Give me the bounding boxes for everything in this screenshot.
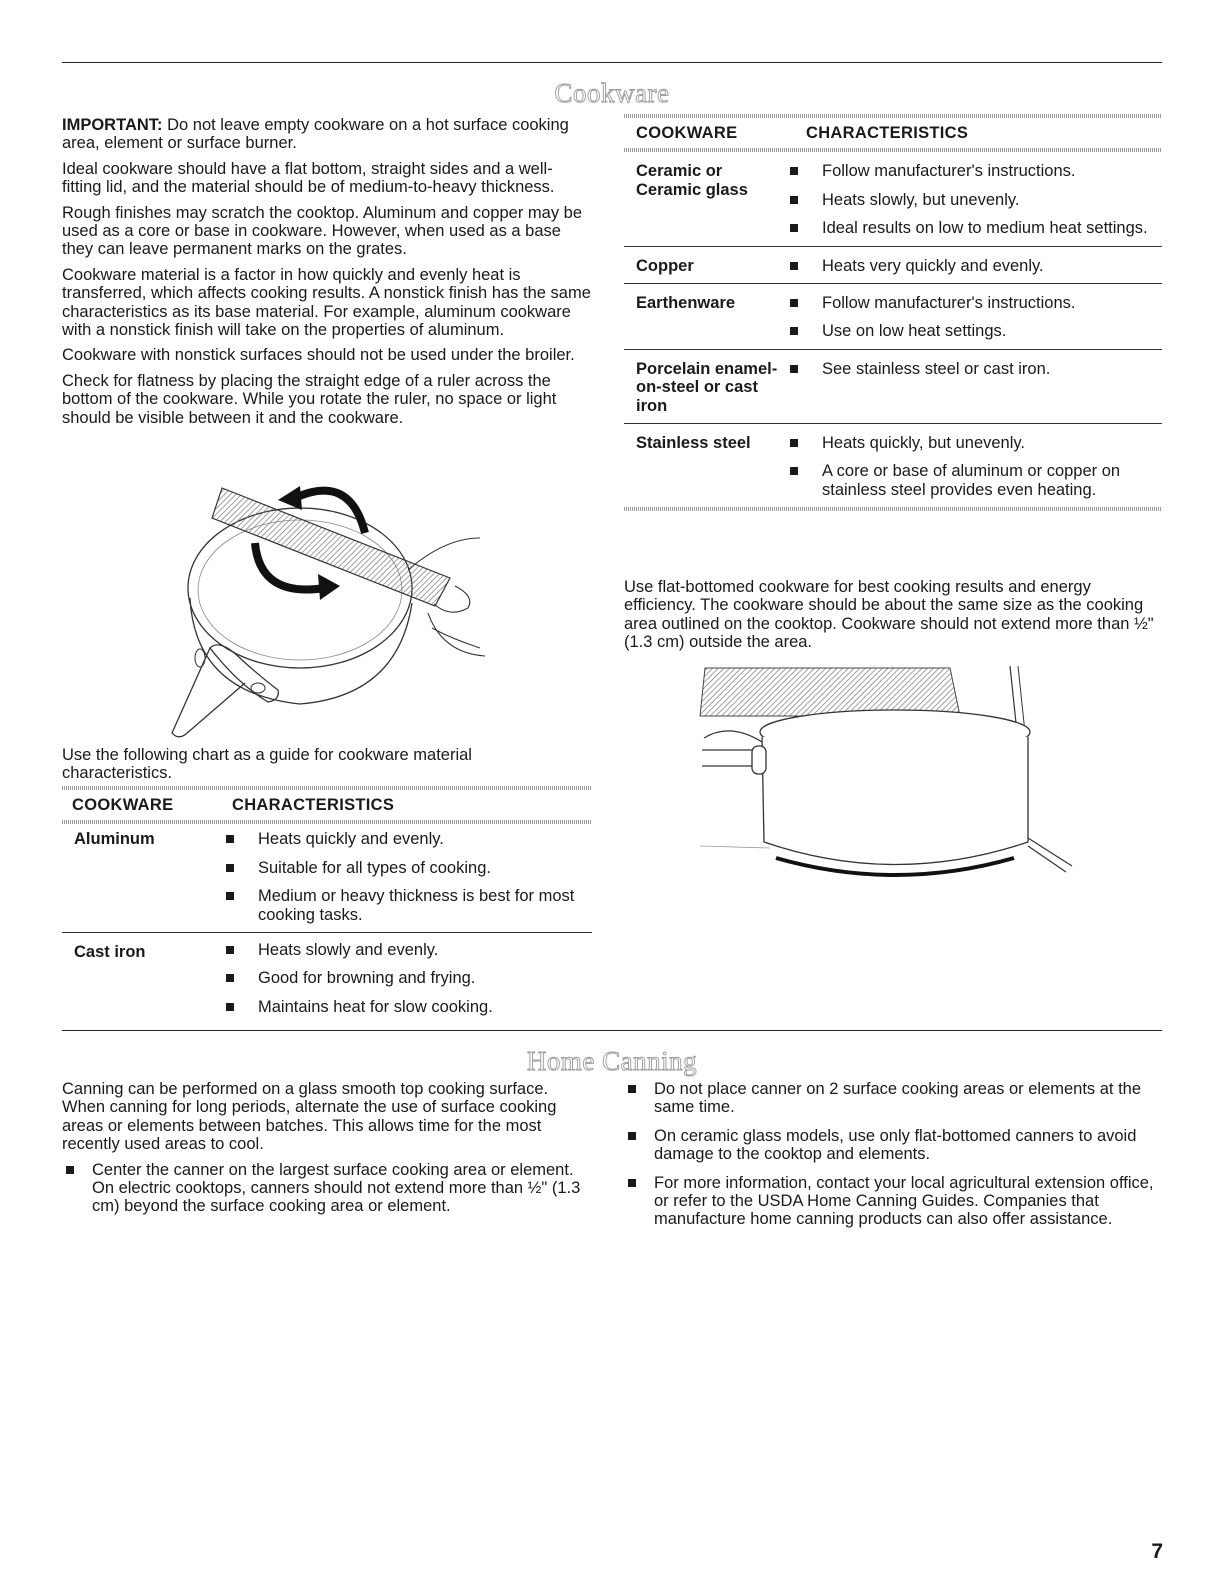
ruler-on-pan-illustration: [150, 478, 510, 746]
list-item: Good for browning and frying.: [222, 969, 592, 987]
pot-on-cooktop-illustration: [690, 662, 1090, 892]
characteristics-list: [222, 933, 592, 1024]
list-item: A core or base of aluminum or copper on stainless steel provides even heating.: [786, 462, 1162, 499]
list-item: Follow manufacturer's instructions.: [786, 162, 1162, 180]
table-row: [624, 284, 1162, 350]
important-text: Do not leave empty cookware on a hot surface cooking area, element or surface burner.: [62, 116, 569, 153]
table-header-row: [624, 118, 1162, 148]
characteristics-list: [786, 152, 1162, 245]
cookware-table: [62, 790, 592, 820]
table-header-rule: [624, 148, 1162, 152]
table-row: [62, 933, 592, 1025]
chart-intro: Use the following chart as a guide for cookware material characteristics.: [62, 746, 472, 783]
cookware-left-column: [62, 116, 592, 434]
list-item: Medium or heavy thickness is best for most cooking tasks.: [222, 887, 592, 924]
table-header-row: [62, 790, 592, 820]
cookware-paragraph: Rough finishes may scratch the cooktop. Aluminum and copper may be used as a core or base in cookware. However, when used as a base they can leave permanent marks on the grates.: [62, 203, 583, 259]
characteristics-list: [786, 247, 1162, 283]
table-bottom-rule: [624, 507, 1162, 511]
list-item: Ideal results on low to medium heat settings.: [786, 219, 1162, 237]
list-item: Maintains heat for slow cooking.: [222, 998, 592, 1016]
characteristics-list: [786, 284, 1162, 349]
cookware-table: [624, 118, 1162, 148]
cookware-paragraph: Ideal cookware should have a flat bottom, straight sides and a well-fitting lid, and the material should be of medium-to-heavy thickness.: [62, 159, 555, 197]
material-name: Cast iron: [74, 943, 146, 962]
middle-rule: [62, 1030, 1162, 1031]
column-header-cookware: COOKWARE: [72, 796, 174, 814]
cookware-title: Cookware: [554, 78, 670, 108]
material-name: Porcelain enamel-on-steel or cast iron: [624, 349, 786, 423]
column-header-characteristics: CHARACTERISTICS: [806, 124, 969, 142]
flat-bottom-note: Use flat-bottomed cookware for best cooking results and energy efficiency. The cookware should be about the same size as the cooking area outlined on the cooktop. Cookware should not extend more than ½" (1.3 cm) outside the area.: [624, 578, 1154, 652]
column-header-cookware: COOKWARE: [636, 124, 738, 142]
home-canning-title: Home Canning: [526, 1046, 698, 1076]
list-item: Suitable for all types of cooking.: [222, 859, 592, 877]
important-note: [62, 116, 592, 153]
material-name: Earthenware: [624, 284, 786, 350]
cookware-paragraph: Cookware with nonstick surfaces should not be used under the broiler.: [62, 346, 575, 365]
table-row: [624, 424, 1162, 508]
table-header-rule: [62, 820, 592, 824]
list-item: For more information, contact your local agricultural extension office, or refer to the USDA Home Canning Guides. Companies that manufacture home canning products can also offer assistance.: [624, 1174, 1162, 1229]
table-row: [62, 824, 592, 932]
important-label: IMPORTANT:: [62, 116, 163, 134]
top-rule: [62, 62, 1162, 63]
cookware-table-body: [62, 824, 592, 1024]
left-characteristics-table: [62, 786, 592, 1024]
canning-intro: Canning can be performed on a glass smooth top cooking surface. When canning for long periods, alternate the use of surface cooking areas or elements between batches. This allows time for the most recently used areas to cool.: [62, 1080, 557, 1154]
canning-right-column: [624, 1080, 1162, 1239]
canning-left-column: [62, 1080, 592, 1226]
list-item: Center the canner on the largest surface cooking area or element. On electric cooktops, canners should not extend more than ½" (1.3 cm) beyond the surface cooking area or element.: [62, 1161, 592, 1216]
list-item: See stainless steel or cast iron.: [786, 360, 1162, 378]
material-name: Copper: [624, 246, 786, 283]
characteristics-list: [786, 424, 1162, 507]
characteristics-list: [222, 824, 592, 932]
list-item: Use on low heat settings.: [786, 322, 1162, 340]
column-header-characteristics: CHARACTERISTICS: [232, 796, 395, 814]
list-item: Heats very quickly and evenly.: [786, 257, 1162, 275]
canning-left-bullets: [62, 1161, 592, 1216]
table-row: [624, 349, 1162, 423]
cookware-table-body: [624, 152, 1162, 507]
table-top-rule: [624, 114, 1162, 118]
list-item: Heats slowly, but unevenly.: [786, 191, 1162, 209]
list-item: Do not place canner on 2 surface cooking areas or elements at the same time.: [624, 1080, 1162, 1117]
table-top-rule: [62, 786, 592, 790]
characteristics-list: [786, 350, 1162, 386]
page-number: 7: [1151, 1540, 1163, 1563]
right-characteristics-table: [624, 114, 1162, 511]
list-item: Follow manufacturer's instructions.: [786, 294, 1162, 312]
list-item: Heats quickly, but unevenly.: [786, 434, 1162, 452]
list-item: On ceramic glass models, use only flat-bottomed canners to avoid damage to the cooktop and elements.: [624, 1127, 1162, 1164]
cookware-paragraph: Check for flatness by placing the straight edge of a ruler across the bottom of the cookware. While you rotate the ruler, no space or light should be visible between it and the cookware.: [62, 371, 557, 427]
table-row: [624, 246, 1162, 283]
material-name: Aluminum: [62, 824, 222, 932]
table-row: [624, 152, 1162, 246]
cookware-paragraph: Cookware material is a factor in how quickly and evenly heat is transferred, which affects cooking results. A nonstick finish has the same characteristics as its base material. For example, aluminum cookware with a nonstick finish will take on the properties of aluminum.: [62, 265, 591, 340]
canning-right-bullets: [624, 1080, 1162, 1229]
list-item: Heats slowly and evenly.: [222, 941, 592, 959]
material-name: Ceramic or Ceramic glass: [624, 152, 786, 246]
material-name: Stainless steel: [636, 434, 751, 453]
list-item: Heats quickly and evenly.: [222, 830, 592, 848]
